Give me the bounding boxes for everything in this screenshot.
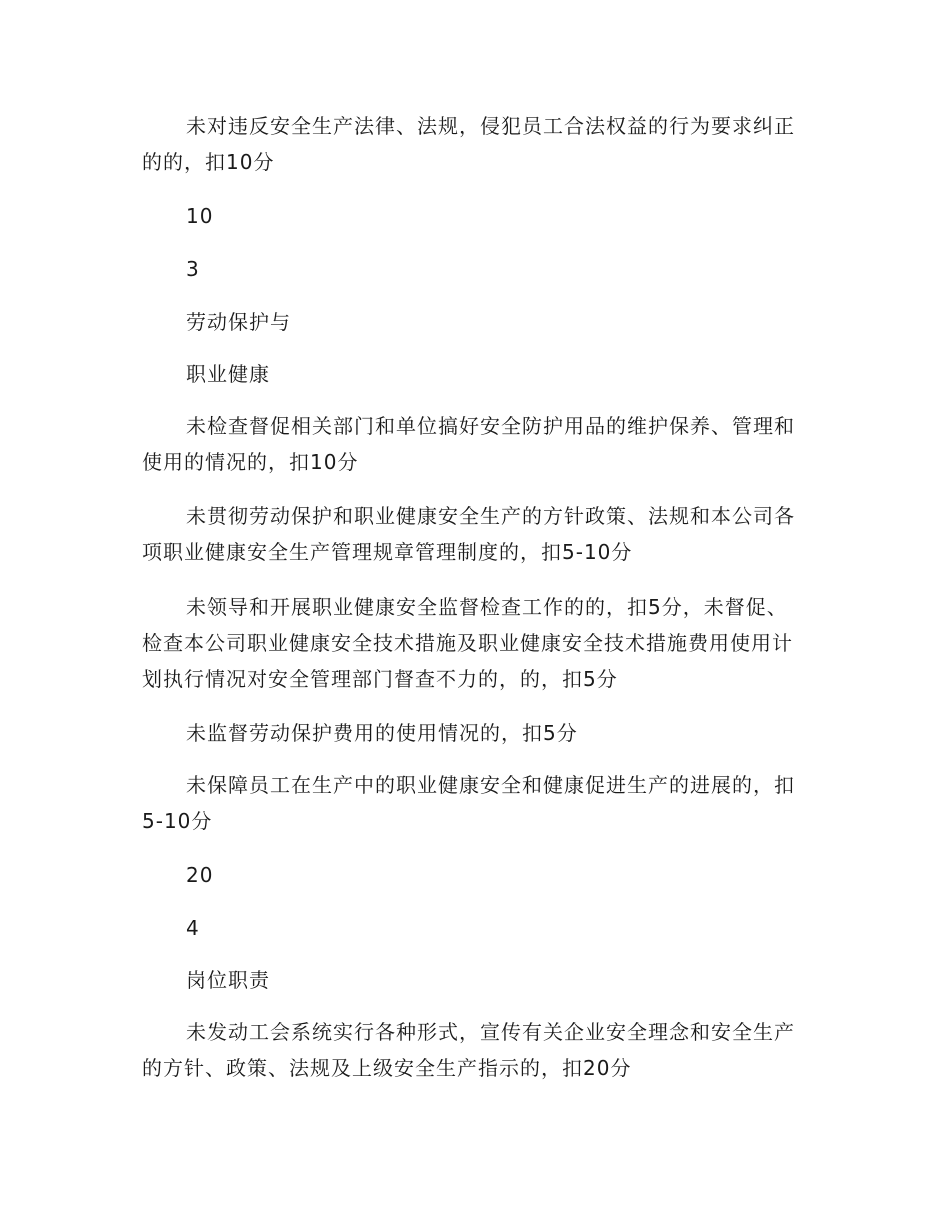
paragraph-1: 未对违反安全生产法律、法规，侵犯员工合法权益的行为要求纠正的的，扣10分	[142, 114, 795, 174]
paragraph-11: 20	[186, 863, 214, 887]
paragraph-14: 未发动工会系统实行各种形式，宣传有关企业安全理念和安全生产的方针、政策、法规及上级安全生产指示的，扣20分	[142, 1020, 795, 1080]
paragraph-10: 未保障员工在生产中的职业健康安全和健康促进生产的进展的，扣5-10分	[142, 773, 795, 833]
paragraph-4: 劳动保护与	[186, 310, 291, 334]
paragraph-8: 未领导和开展职业健康安全监督检查工作的的，扣5分，未督促、检查本公司职业健康安全技术措施及职业健康安全技术措施费用使用计划执行情况对安全管理部门督查不力的，的，扣5分	[142, 595, 793, 691]
paragraph-7: 未贯彻劳动保护和职业健康安全生产的方针政策、法规和本公司各项职业健康安全生产管理规章管理制度的，扣5-10分	[142, 504, 795, 564]
paragraph-2: 10	[186, 204, 214, 228]
paragraph-9: 未监督劳动保护费用的使用情况的，扣5分	[186, 721, 578, 745]
paragraph-5: 职业健康	[186, 362, 270, 386]
paragraph-13: 岗位职责	[186, 968, 270, 992]
paragraph-12: 4	[186, 916, 200, 940]
paragraph-6: 未检查督促相关部门和单位搞好安全防护用品的维护保养、管理和使用的情况的，扣10分	[142, 414, 795, 474]
paragraph-3: 3	[186, 257, 200, 281]
